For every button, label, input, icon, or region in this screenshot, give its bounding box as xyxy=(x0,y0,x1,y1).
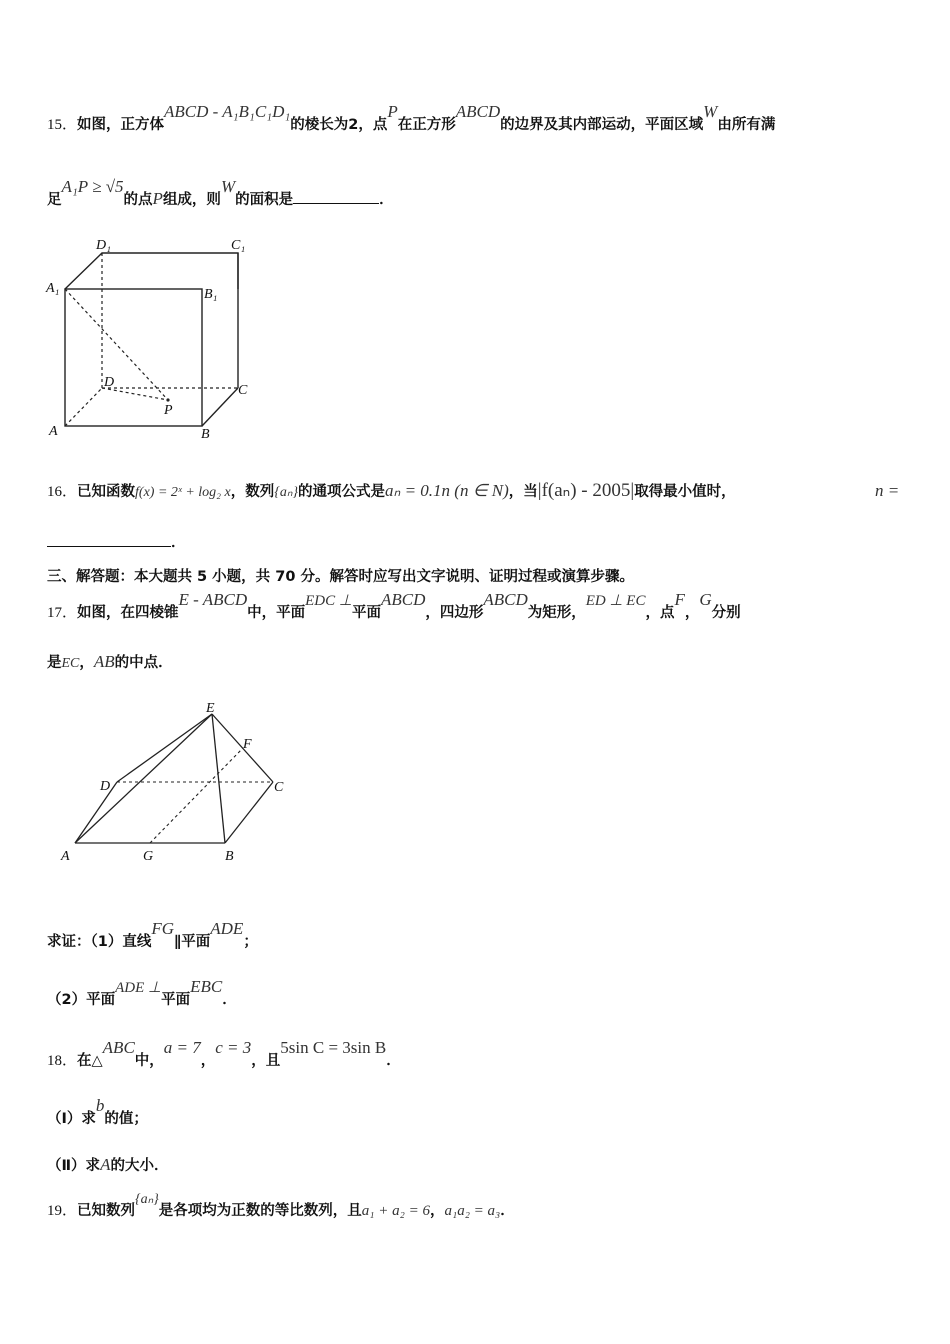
cube-label-B1: B₁ xyxy=(204,287,218,302)
cube-label-A: A xyxy=(49,424,58,439)
cube-figure xyxy=(40,232,260,447)
function-def: f(x) = 2ˣ + log₂ x xyxy=(135,485,231,500)
q18-part1: （Ⅰ）求b的值； xyxy=(47,1096,148,1127)
q17-number: 17． xyxy=(47,605,78,621)
q17-proof-1: 求证：（1）直线FG∥平面ADE； xyxy=(47,919,258,950)
answer-blank xyxy=(47,532,171,547)
cube-label-C1: C₁ xyxy=(231,238,246,253)
cube-label-D: D xyxy=(104,375,115,390)
pyramid-label-F: F xyxy=(243,737,252,752)
q15-line2: 足A₁P ≥ √5的点P组成，则W的面积是 ． xyxy=(47,177,394,208)
cube-label-C: C xyxy=(238,383,248,398)
pyramid-figure xyxy=(55,695,305,870)
answer-blank xyxy=(293,189,379,204)
sine-equation: 5sin C = 3sin B xyxy=(280,1038,387,1057)
pyramid-label-G: G xyxy=(143,849,154,864)
q17-proof-2: （2）平面ADE ⊥平面EBC． xyxy=(47,977,237,1008)
q17-line2: 是EC，AB的中点． xyxy=(47,652,173,671)
q17-line1: 17．如图，在四棱锥E - ABCD中，平面EDC ⊥平面ABCD，四边形ABCD为矩形，ED ⊥ EC，点F，G分别 xyxy=(47,590,741,621)
pyramid-label-A: A xyxy=(61,849,70,864)
q16-number: 16． xyxy=(47,484,78,500)
cube-name: ABCD - A₁B₁C₁D₁ xyxy=(164,102,291,121)
condition: A₁P ≥ √5 xyxy=(61,177,124,196)
cube-label-P: P xyxy=(164,403,173,418)
cube-label-B: B xyxy=(201,427,210,442)
q15-number: 15． xyxy=(47,117,78,133)
q19-number: 19． xyxy=(47,1203,78,1219)
pyramid-label-C: C xyxy=(274,780,284,795)
section-3-heading: 三、解答题：本大题共 5 小题，共 70 分。解答时应写出文字说明、证明过程或演算步骤。 xyxy=(47,569,634,585)
cube-label-D1: D₁ xyxy=(96,238,111,253)
q16-line1: 16．已知函数f(x) = 2ˣ + log₂ x，数列{aₙ}的通项公式是aₙ = 0.1n (n ∈ N)，当|f(aₙ) - 2005|取得最小值时， n = xyxy=(47,480,900,501)
pyramid-label-B: B xyxy=(225,849,234,864)
pyramid-label-D: D xyxy=(100,779,111,794)
q16-line2: ． xyxy=(47,532,186,553)
q18-number: 18． xyxy=(47,1053,78,1069)
q19-line1: 19．已知数列{aₙ}是各项均为正数的等比数列，且a₁ + a₂ = 6，a₁a₂ = a₃． xyxy=(47,1192,515,1219)
pyramid-label-E: E xyxy=(206,701,215,716)
abs-expression: |f(aₙ) - 2005| xyxy=(537,480,635,501)
q18-part2: （Ⅱ）求A的大小． xyxy=(47,1155,169,1174)
q15-line1: 15．如图，正方体ABCD - A₁B₁C₁D₁的棱长为2，点P在正方形ABCD的边界及其内部运动，平面区域W由所有满 xyxy=(47,102,776,133)
sequence-formula: aₙ = 0.1n (n ∈ N) xyxy=(385,481,509,500)
cube-label-A1: A₁ xyxy=(46,281,60,296)
q18-line1: 18．在△ABC中，a = 7，c = 3，且5sin C = 3sin B． xyxy=(47,1038,401,1069)
